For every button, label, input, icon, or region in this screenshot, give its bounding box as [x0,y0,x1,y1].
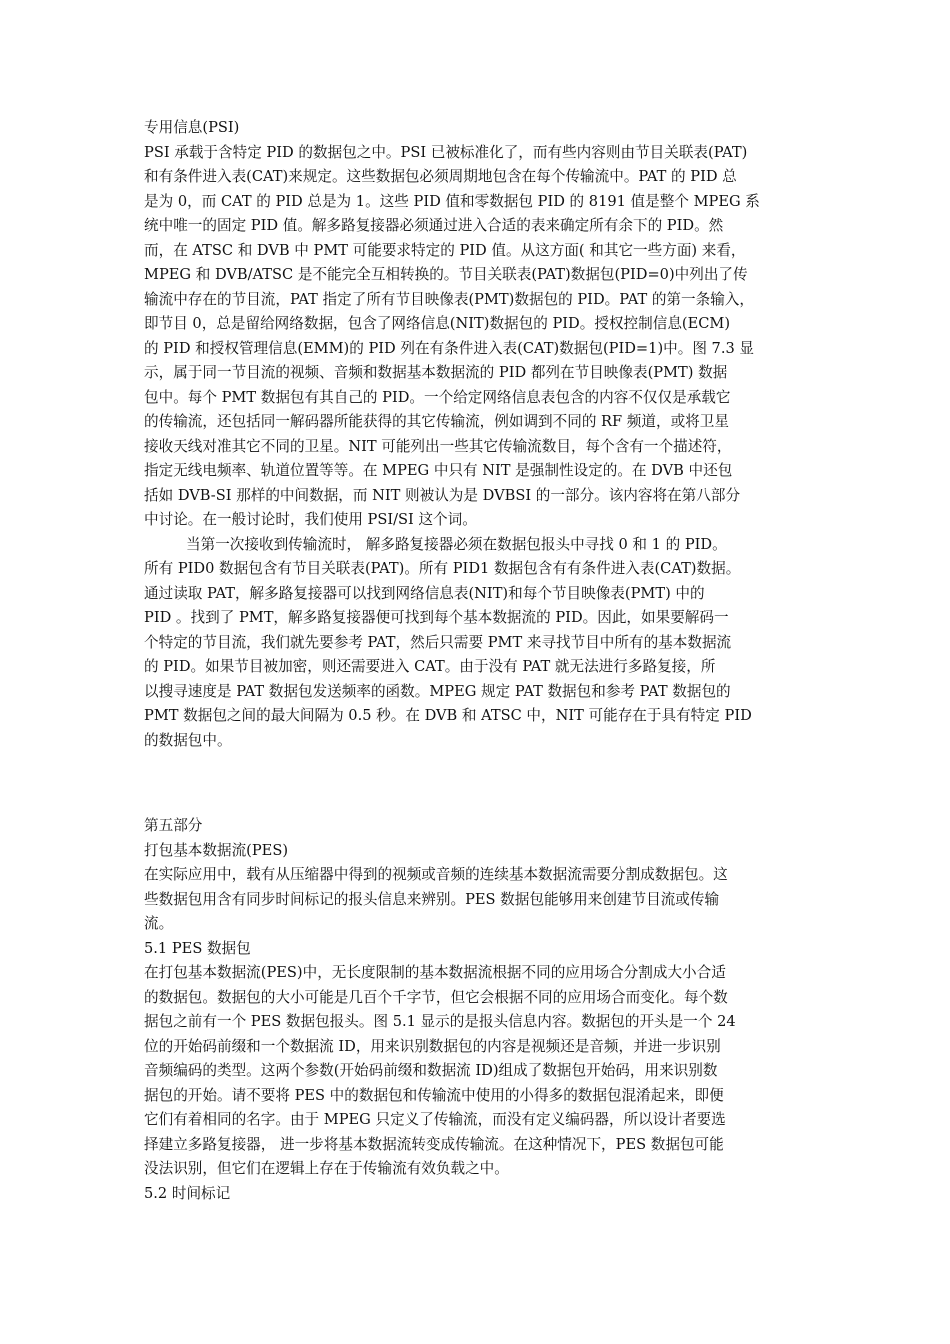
text-line: 指定无线电频率、轨道位置等等。在 MPEG 中只有 NIT 是强制性设定的。在 DVB 中还包 [144,462,733,479]
text-line: 的传输流，还包括同一解码器所能获得的其它传输流，例如调到不同的 RF 频道，或将卫星 [144,413,729,430]
part-five-section [144,814,810,1206]
text-line: MPEG 和 DVB/ATSC 是不能完全互相转换的。节目关联表(PAT)数据包(PID=0)中列出了传 [144,266,748,283]
text-line: 以搜寻速度是 PAT 数据包发送频率的函数。MPEG 规定 PAT 数据包和参考 PAT 数据包的 [144,682,731,700]
text-line: PSI 承载于含特定 PID 的数据包之中。PSI 已被标准化了，而有些内容则由节目关联表(PAT) [144,143,748,161]
text-line: 位的开始码前缀和一个数据流 ID，用来识别数据包的内容是视频还是音频，并进一步识别 [144,1037,721,1055]
text-line: 在实际应用中，载有从压缩器中得到的视频或音频的连续基本数据流需要分割成数据包。这 [144,866,728,883]
text-line: 和有条件进入表(CAT)来规定。这些数据包必须周期地包含在每个传输流中。PAT 的 PID 总 [144,168,737,185]
text-line: 统中唯一的固定 PID 值。解多路复接器必须通过进入合适的表来确定所有余下的 PID。然 [144,217,724,234]
text-line: PMT 数据包之间的最大间隔为 0.5 秒。在 DVB 和 ATSC 中，NIT 可能存在于具有特定 PID [144,707,752,724]
text-line: 个特定的节目流，我们就先要参考 PAT，然后只需要 PMT 来寻找节目中所有的基本数据流 [144,633,732,651]
text-line: 是为 0，而 CAT 的 PID 总是为 1。这些 PID 值和零数据包 PID 的 8191 值是整个 MPEG 系 [144,192,760,210]
text-line: 择建立多路复接器， 进一步将基本数据流转变成传输流。在这种情况下，PES 数据包可能 [144,1135,724,1153]
text-line: 些数据包用含有同步时间标记的报头信息来辨别。PES 数据包能够用来创建节目流或传输 [144,890,720,908]
text-line: 的 PID 和授权管理信息(EMM)的 PID 列在有条件进入表(CAT)数据包(PID=1)中。图 7.3 显 [144,339,755,357]
text-line: 的数据包中。 [144,731,232,749]
psi-section [144,116,810,753]
psi-title: 专用信息(PSI) [144,119,240,136]
text-line: 它们有着相同的名字。由于 MPEG 只定义了传输流，而没有定义编码器，所以设计者要选 [144,1111,726,1128]
text-line: 括如 DVB-SI 那样的中间数据，而 NIT 则被认为是 DVBSI 的一部分。该内容将在第八部分 [144,486,741,504]
psi-paragraph-1 [144,141,810,533]
subsection-body [144,961,810,1182]
text-line: 的 PID。如果节目被加密，则还需要进入 CAT。由于没有 PAT 就无法进行多路复接，所 [144,658,716,675]
text-line: 即节目 0，总是留给网络数据，包含了网络信息(NIT)数据包的 PID。授权控制信息(ECM) [144,315,731,332]
subsection-title: 5.1 PES 数据包 [144,939,251,957]
text-line: 包中。每个 PMT 数据包有其自己的 PID。一个给定网络信息表包含的内容不仅仅是承载它 [144,388,731,406]
text-line: 示，属于同一节目流的视频、音频和数据基本数据流的 PID 都列在节目映像表(PMT) 数据 [144,364,728,381]
text-line: 据包的开始。请不要将 PES 中的数据包和传输流中使用的小得多的数据包混淆起来，即便 [144,1086,724,1104]
text-line: 在打包基本数据流(PES)中，无长度限制的基本数据流根据不同的应用场合分割成大小合适 [144,964,726,981]
text-line: 音频编码的类型。这两个参数(开始码前缀和数据流 ID)组成了数据包开始码，用来识别数 [144,1062,718,1079]
text-line: 的数据包。数据包的大小可能是几百个千字节，但它会根据不同的应用场合而变化。每个数 [144,988,728,1006]
text-line: 输流中存在的节目流，PAT 指定了所有节目映像表(PMT)数据包的 PID。PAT 的第一条输入， [144,290,754,308]
text-line: 中讨论。在一般讨论时，我们使用 PSI/SI 这个词。 [144,511,477,528]
text-line: 没法识别，但它们在逻辑上存在于传输流有效负载之中。 [144,1160,509,1177]
part-five-intro [144,863,810,937]
text-line: 当第一次接收到传输流时， 解多路复接器必须在数据包报头中寻找 0 和 1 的 PID。 [186,535,727,553]
text-line: 据包之前有一个 PES 数据包报头。图 5.1 显示的是报头信息内容。数据包的开头是一个 24 [144,1013,736,1030]
text-line: 流。 [144,915,174,932]
text-line: PID 。找到了 PMT，解多路复接器便可找到每个基本数据流的 PID。因此，如果要解码一 [144,609,729,626]
text-line: 而，在 ATSC 和 DVB 中 PMT 可能要求特定的 PID 值。从这方面( 和其它一些方面) 来看， [144,241,746,259]
part-title: 第五部分 [144,817,203,834]
text-line: 所有 PID0 数据包含有节目关联表(PAT)。所有 PID1 数据包含有有条件进入表(CAT)数据。 [144,560,741,577]
text-line: 接收天线对准其它不同的卫星。NIT 可能列出一些其它传输流数目，每个含有一个描述符， [144,437,732,455]
text-line: 通过读取 PAT，解多路复接器可以找到网络信息表(NIT)和每个节目映像表(PMT) 中的 [144,584,705,602]
psi-paragraph-2 [144,533,810,754]
subsection-title: 5.2 时间标记 [144,1184,231,1202]
section-title: 打包基本数据流(PES) [144,841,289,859]
